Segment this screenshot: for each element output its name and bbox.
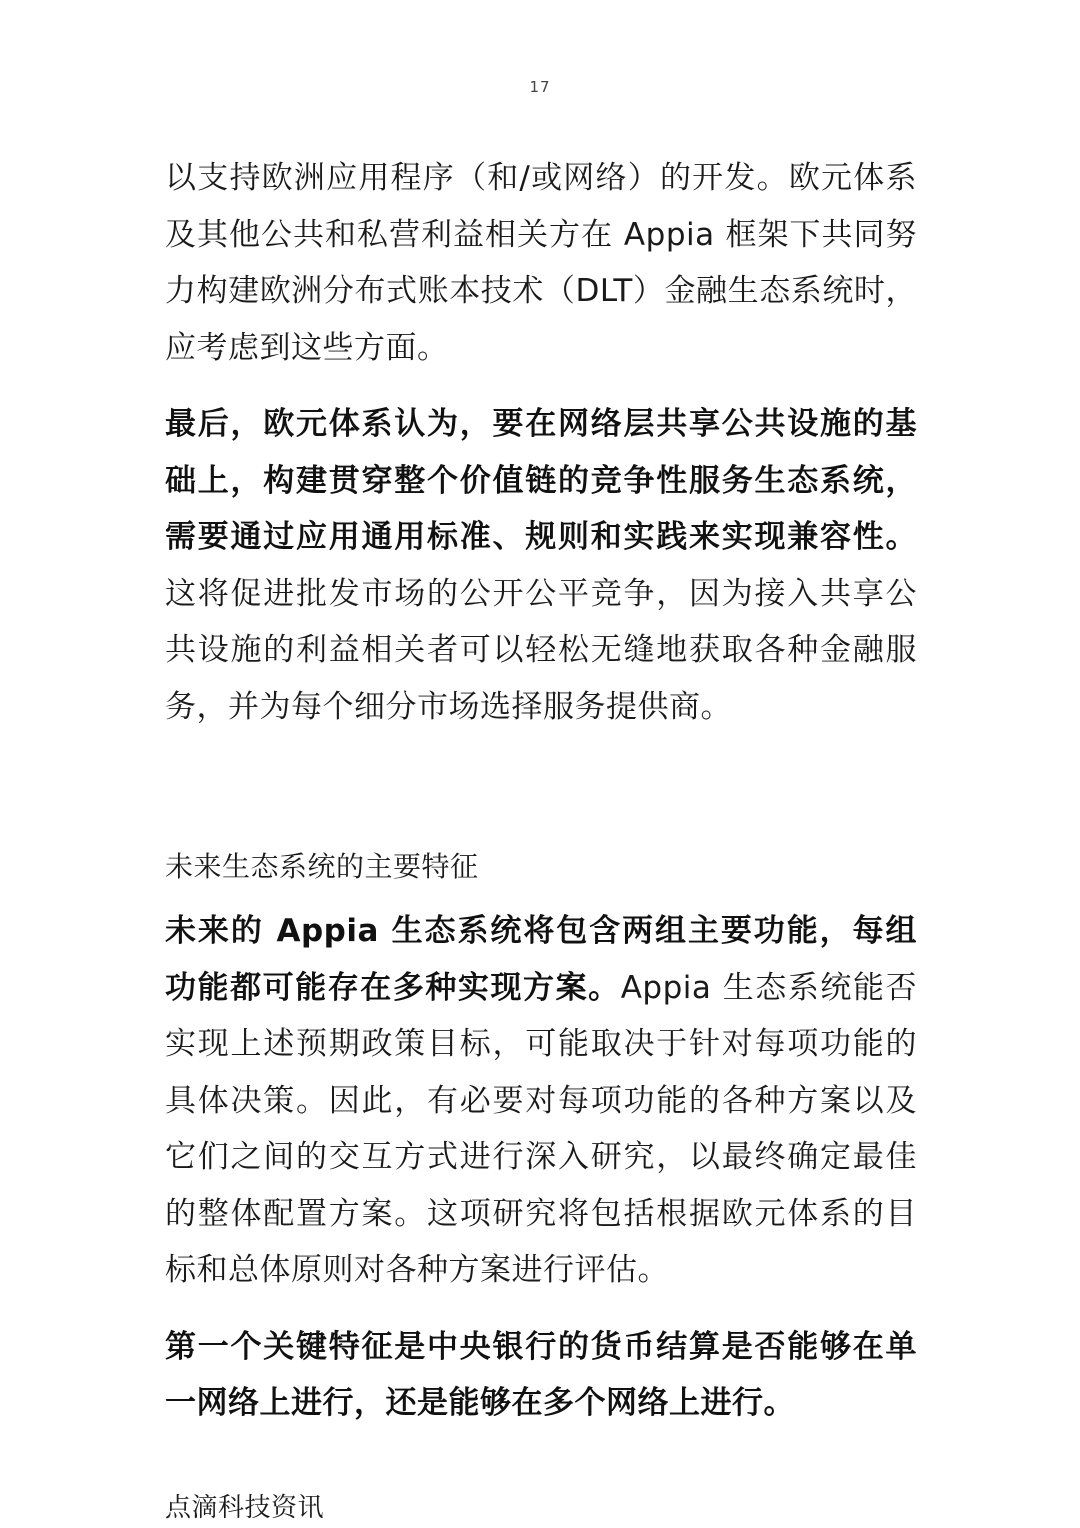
paragraph-4: [165, 1319, 917, 1432]
paragraph-2-text: 这将促进批发市场的公开公平竞争，因为接入共享公共设施的利益相关者可以轻松无缝地获取各种金融服务，并为每个细分市场选择服务提供商。: [165, 575, 917, 725]
paragraph-3-bold: 未来的 Appia 生态系统将包含两组主要功能，每组功能都可能存在多种实现方案。: [165, 913, 917, 1006]
paragraph-1: 以支持欧洲应用程序（和/或网络）的开发。欧元体系及其他公共和私营利益相关方在 Appia 框架下共同努力构建欧洲分布式账本技术（DLT）金融生态系统时，应考虑到这些方面。: [165, 160, 917, 366]
page-number: 17: [529, 78, 551, 96]
paragraph-2-bold: 最后，欧元体系认为，要在网络层共享公共设施的基础上，构建贯穿整个价值链的竞争性服务生态系统，需要通过应用通用标准、规则和实践来实现兼容性。: [165, 406, 917, 555]
document-body: [165, 150, 917, 1528]
paragraph-2: [165, 396, 917, 735]
section-heading: 未来生态系统的主要特征: [165, 850, 479, 883]
paragraph-4-bold: 第一个关键特征是中央银行的货币结算是否能够在单一网络上进行，还是能够在多个网络上进行。: [165, 1328, 917, 1421]
paragraph-3: [165, 903, 917, 1299]
paragraph-3-text: Appia 生态系统能否实现上述预期政策目标，可能取决于针对每项功能的具体决策。因此，有必要对每项功能的各种方案以及它们之间的交互方式进行深入研究，以最终确定最佳的整体配置方案。这项研究将包括根据欧元体系的目标和总体原则对各种方案进行评估。: [165, 969, 918, 1288]
source-footer: 点滴科技资讯: [165, 1492, 325, 1523]
